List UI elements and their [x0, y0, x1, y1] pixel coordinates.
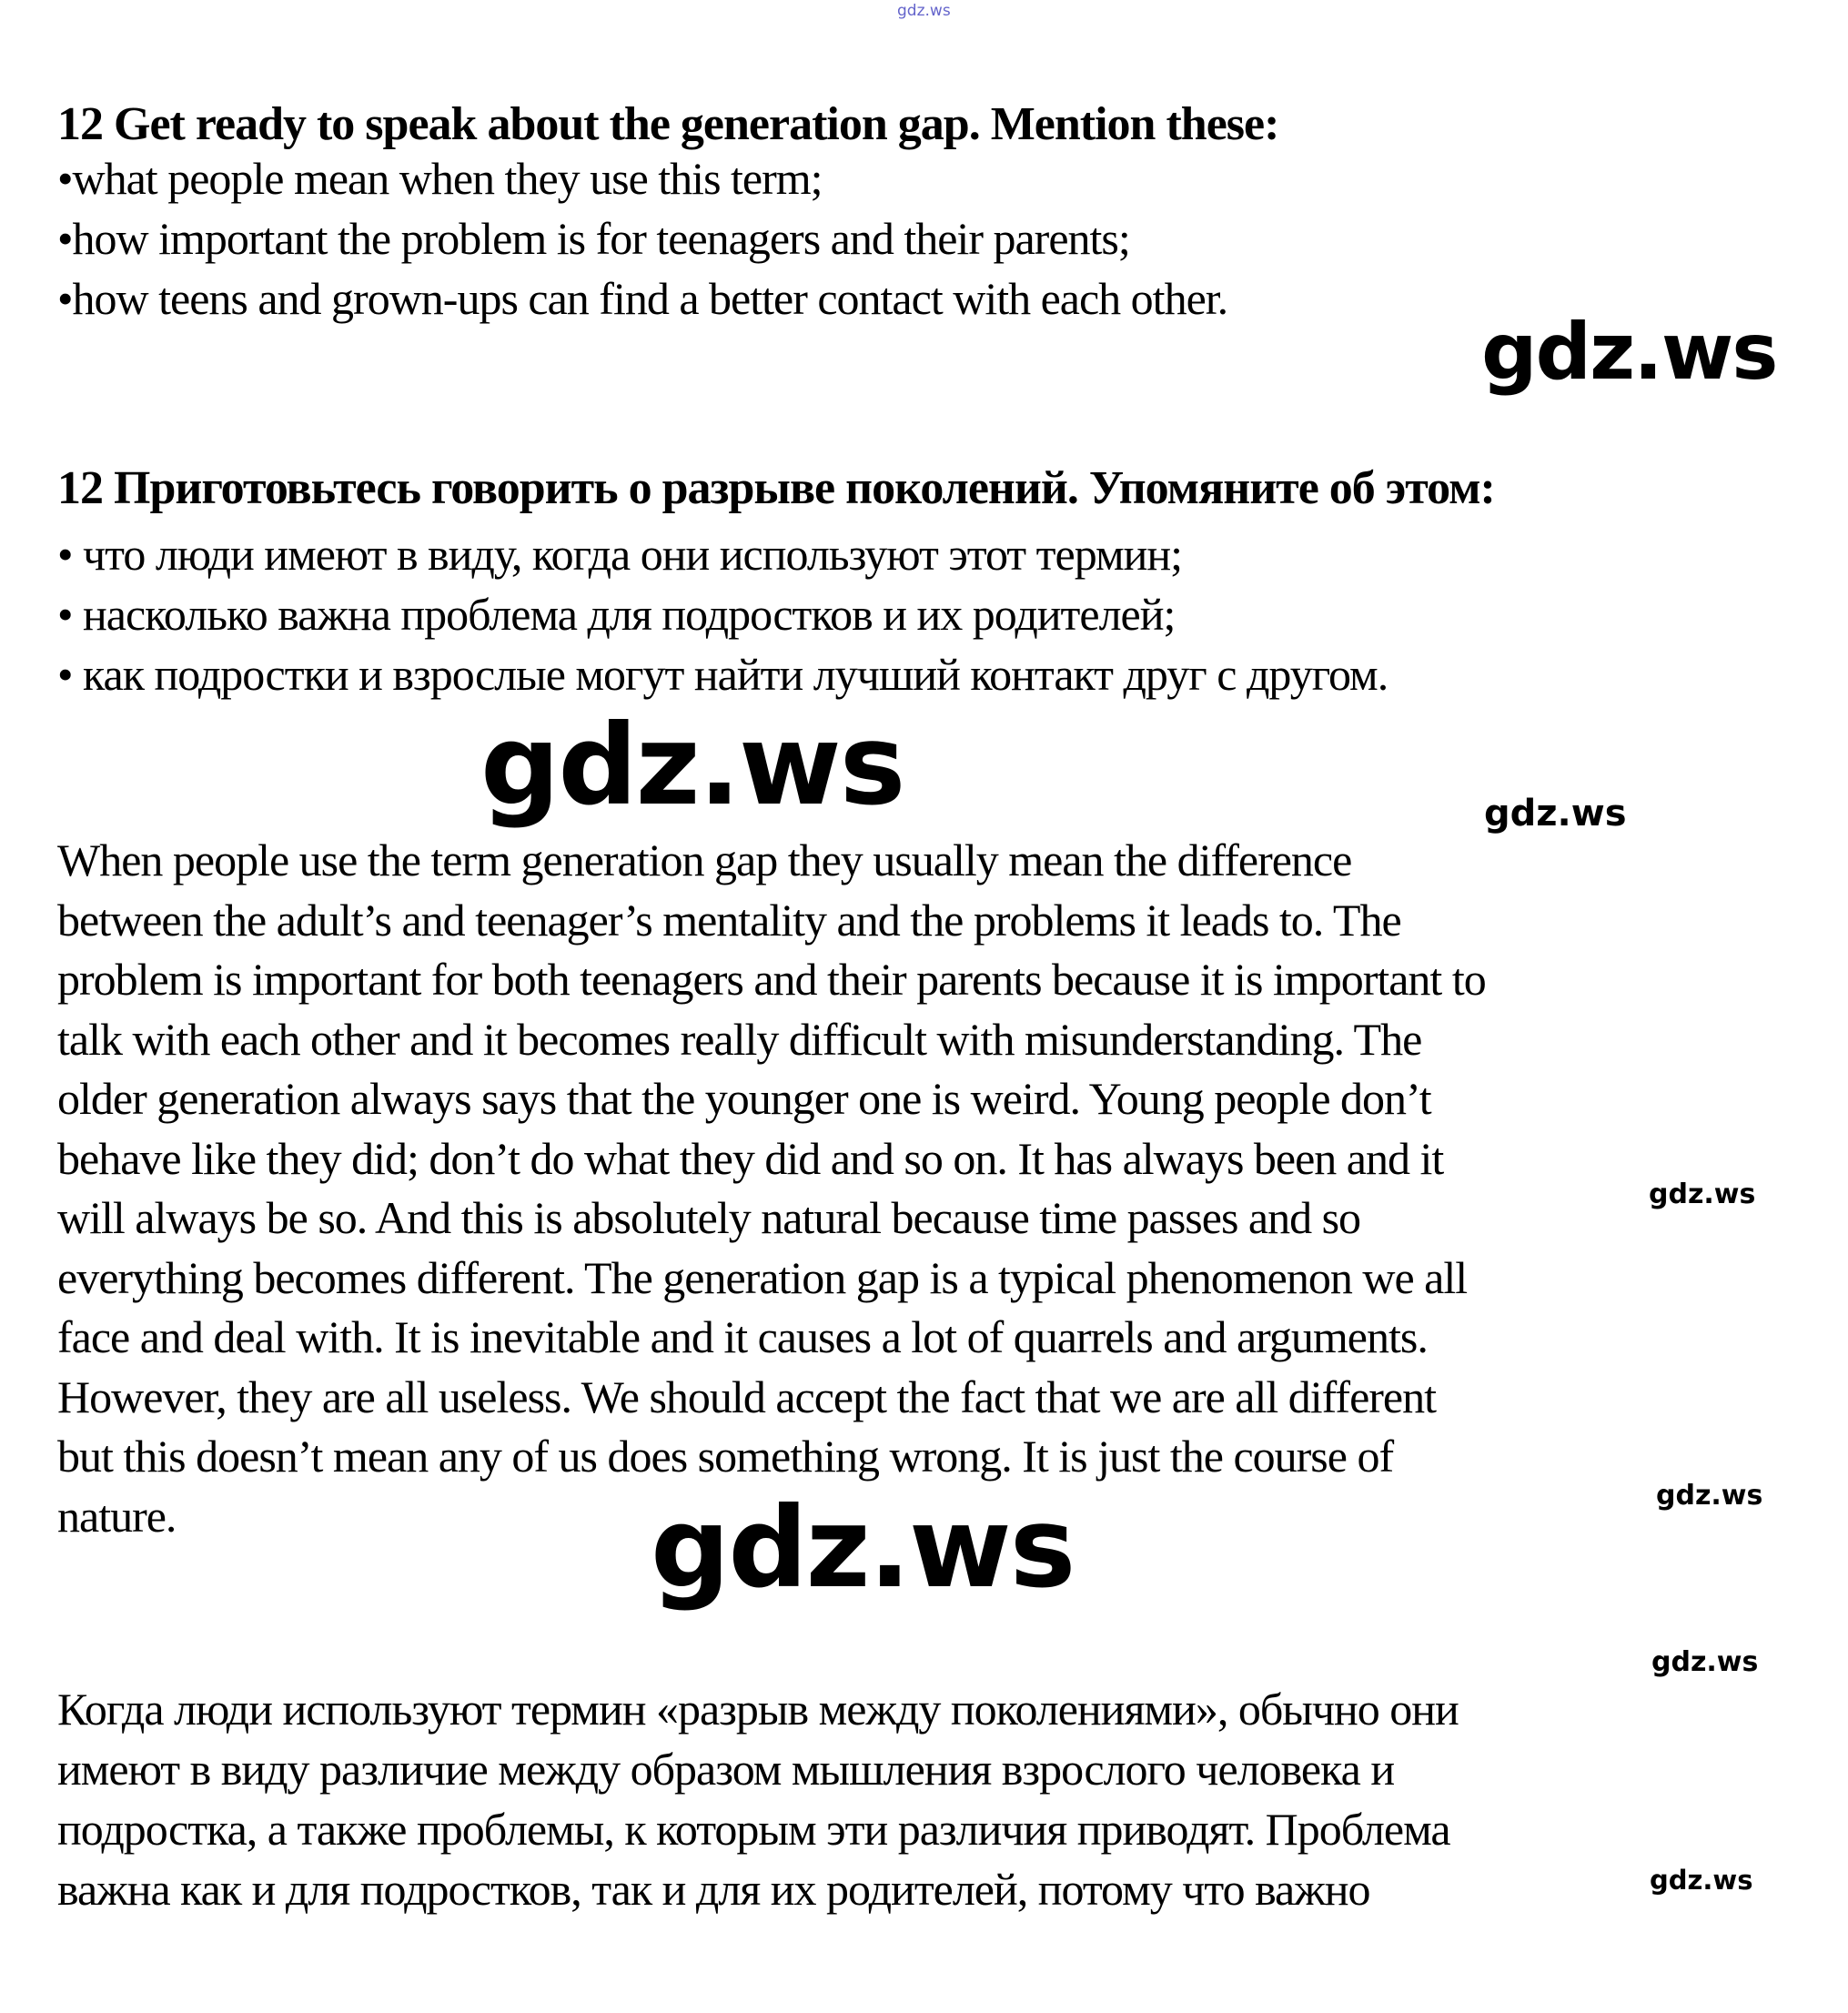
task-ru-bullet-2: • насколько важна проблема для подростков и их родителей; — [57, 589, 1176, 640]
answer-ru-paragraph — [57, 1679, 1804, 1919]
task-en-bullet-1: •what people mean when they use this term; — [57, 153, 823, 204]
watermark-large-right: gdz.ws — [1481, 307, 1777, 398]
watermark-small-4: gdz.ws — [1651, 1646, 1759, 1678]
answer-en-line: will always be so. And this is absolutely natural because time passes and so — [57, 1192, 1361, 1243]
watermark-small-1: gdz.ws — [1484, 793, 1627, 835]
task-en-heading: 12 Get ready to speak about the generation gap. Mention these: — [57, 98, 1279, 150]
answer-en-line: problem is important for both teenagers and their parents because it is important to — [57, 954, 1486, 1005]
watermark-small-5: gdz.ws — [1650, 1865, 1753, 1896]
task-en-bullet-2: •how important the problem is for teenagers and their parents; — [57, 213, 1130, 264]
task-ru-heading: 12 Приготовьтесь говорить о разрыве поколений. Упомяните об этом: — [57, 462, 1495, 514]
task-ru-bullet-3: • как подростки и взрослые могут найти лучший контакт друг с другом. — [57, 649, 1389, 700]
answer-ru-line: Когда люди используют термин «разрыв между поколениями», обычно они — [57, 1684, 1459, 1735]
answer-ru-line: имеют в виду различие между образом мышления взрослого человека и — [57, 1744, 1395, 1795]
task-ru-bullet-1: • что люди имеют в виду, когда они используют этот термин; — [57, 529, 1182, 580]
answer-en-line: However, they are all useless. We should accept the fact that we are all different — [57, 1371, 1436, 1422]
answer-en-line: talk with each other and it becomes really difficult with misunderstanding. The — [57, 1013, 1422, 1065]
answer-en-line: everything becomes different. The generation gap is a typical phenomenon we all — [57, 1251, 1468, 1303]
answer-en-line: nature. — [57, 1490, 177, 1542]
watermark-large-bottom: gdz.ws — [651, 1483, 1075, 1613]
answer-en-line: but this doesn’t mean any of us does something wrong. It is just the course of — [57, 1431, 1394, 1482]
answer-ru-line: важна как и для подростков, так и для их родителей, потому что важно — [57, 1864, 1370, 1915]
answer-en-line: older generation always says that the younger one is weird. Young people don’t — [57, 1073, 1431, 1124]
answer-en-line: face and deal with. It is inevitable and it causes a lot of quarrels and arguments. — [57, 1311, 1428, 1362]
answer-en-paragraph — [57, 831, 1804, 1546]
watermark-small-2: gdz.ws — [1649, 1178, 1756, 1210]
watermark-large-center: gdz.ws — [480, 701, 904, 830]
answer-en-line: behave like they did; don’t do what they did and so on. It has always been and it — [57, 1132, 1444, 1184]
answer-ru-line: подростка, а также проблемы, к которым эти различия приводят. Проблема — [57, 1804, 1450, 1855]
answer-en-line: between the adult’s and teenager’s mentality and the problems it leads to. The — [57, 894, 1401, 946]
watermark-small-3: gdz.ws — [1656, 1480, 1763, 1512]
watermark-top-blue: gdz.ws — [897, 2, 951, 20]
answer-en-line: When people use the term generation gap they usually mean the difference — [57, 835, 1352, 885]
task-en-bullet-3: •how teens and grown-ups can find a better contact with each other. — [57, 273, 1228, 324]
